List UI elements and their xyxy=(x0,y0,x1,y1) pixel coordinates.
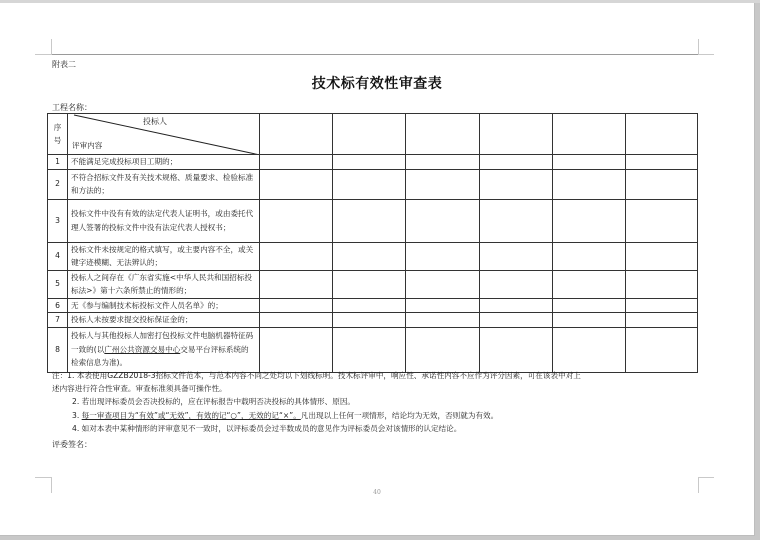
cell[interactable] xyxy=(480,169,553,199)
row-content: 不能满足完成投标项目工期的； xyxy=(68,155,260,170)
cell[interactable] xyxy=(406,155,480,170)
cell[interactable] xyxy=(480,298,553,313)
cell[interactable] xyxy=(406,270,480,298)
cell[interactable] xyxy=(553,270,626,298)
note-3: 3. 每一审查项目为“有效”或“无效”，有效的记“○”，无效的记“×”。凡出现以上任何一项情形，结论均为无效，否则就为有效。 xyxy=(72,410,499,420)
note-3-underlined: 每一审查项目为“有效”或“无效”，有效的记“○”，无效的记“×”。 xyxy=(81,410,301,420)
notes-section xyxy=(52,369,702,435)
seq-header: 序号 xyxy=(48,114,68,155)
cell[interactable] xyxy=(480,199,553,242)
reviewer-signature-label: 评委签名： xyxy=(52,440,92,449)
cell[interactable] xyxy=(553,242,626,270)
bidder-column-3[interactable] xyxy=(406,114,480,155)
bidder-column-1[interactable] xyxy=(260,114,333,155)
table-row xyxy=(48,313,698,328)
cell[interactable] xyxy=(333,327,406,372)
cell[interactable] xyxy=(626,270,698,298)
cell[interactable] xyxy=(260,155,333,170)
table-row xyxy=(48,199,698,242)
cell[interactable] xyxy=(626,169,698,199)
note-2: 2. 若出现评标委员会否决投标的，应在评标报告中载明否决投标的具体情形、原因。 xyxy=(72,397,356,407)
cell[interactable] xyxy=(260,242,333,270)
note-4: 4. 如对本表中某种情形的评审意见不一致时，以评标委员会过半数成员的意见作为评标委员会对该情形的认定结论。 xyxy=(72,423,462,433)
crop-mark-bottom-right-h xyxy=(698,477,714,478)
crop-mark-top-right-h xyxy=(698,54,714,55)
crop-mark-top-right-v xyxy=(698,39,699,55)
cell[interactable] xyxy=(626,313,698,328)
project-name-label: 工程名称： xyxy=(52,103,92,112)
cell[interactable] xyxy=(406,169,480,199)
table-header-row xyxy=(48,114,698,155)
bidder-column-4[interactable] xyxy=(480,114,553,155)
row-number: 7 xyxy=(48,313,68,328)
table-row xyxy=(48,242,698,270)
note-1-line-2: 述内容进行符合性审查。审查标准须具备可操作性。 xyxy=(52,384,227,394)
row-number: 5 xyxy=(48,270,68,298)
bidder-column-5[interactable] xyxy=(553,114,626,155)
crop-mark-bottom-left-h xyxy=(35,477,51,478)
cell[interactable] xyxy=(626,327,698,372)
cell[interactable] xyxy=(406,327,480,372)
cell[interactable] xyxy=(260,270,333,298)
cell[interactable] xyxy=(553,298,626,313)
cell[interactable] xyxy=(406,298,480,313)
cell[interactable] xyxy=(626,242,698,270)
table-row xyxy=(48,298,698,313)
row-content: 投标文件中没有有效的法定代表人证明书，或由委托代理人签署的投标文件中没有法定代表人授权书； xyxy=(68,199,260,242)
bidder-column-6[interactable] xyxy=(626,114,698,155)
cell[interactable] xyxy=(626,298,698,313)
cell[interactable] xyxy=(480,313,553,328)
row-content: 投标人与其他投标人加密打包投标文件电脑机器特征码一致的(以广州公共资源交易中心交易平台评标系统的检索信息为准)。 xyxy=(68,327,260,372)
cell[interactable] xyxy=(260,199,333,242)
table-row xyxy=(48,155,698,170)
cell[interactable] xyxy=(480,270,553,298)
cell[interactable] xyxy=(553,313,626,328)
cell[interactable] xyxy=(406,313,480,328)
cell[interactable] xyxy=(626,155,698,170)
review-table xyxy=(47,113,698,373)
diagonal-header-cell xyxy=(68,114,260,155)
cell[interactable] xyxy=(480,242,553,270)
cell[interactable] xyxy=(626,199,698,242)
cell[interactable] xyxy=(333,155,406,170)
cell[interactable] xyxy=(260,298,333,313)
cell[interactable] xyxy=(553,199,626,242)
row-content: 投标人之间存在《广东省实施<中华人民共和国招标投标法>》第十六条所禁止的情形的； xyxy=(68,270,260,298)
row-number: 6 xyxy=(48,298,68,313)
cell[interactable] xyxy=(553,169,626,199)
cell[interactable] xyxy=(480,327,553,372)
cell[interactable] xyxy=(333,199,406,242)
row-content: 无《参与编制技术标投标文件人员名单》的； xyxy=(68,298,260,313)
bidder-header-label: 投标人 xyxy=(143,117,167,126)
cell[interactable] xyxy=(406,199,480,242)
row-content: 投标文件未按规定的格式填写，或主要内容不全，或关键字迹模糊、无法辨认的； xyxy=(68,242,260,270)
cell[interactable] xyxy=(333,298,406,313)
note-1-line-1: 注：1. 本表使用GZZB2018-3招标文件范本，与范本内容不同之处均以下划线标明。技术标评审中，响应性、承诺性内容不应作为评分因素，可在该表中对上 xyxy=(52,371,581,380)
cell[interactable] xyxy=(553,327,626,372)
table-row xyxy=(48,169,698,199)
cell[interactable] xyxy=(480,155,553,170)
cell[interactable] xyxy=(553,155,626,170)
row-content: 投标人未按要求提交投标保证金的； xyxy=(68,313,260,328)
page-number: 40 xyxy=(373,489,381,496)
page-title: 技术标有效性审查表 xyxy=(311,76,443,92)
content-header-label: 评审内容 xyxy=(72,140,103,150)
cell[interactable] xyxy=(260,327,333,372)
trading-center-link: 广州公共资源交易中心 xyxy=(104,344,181,354)
cell[interactable] xyxy=(260,169,333,199)
row-number: 4 xyxy=(48,242,68,270)
appendix-label: 附表二 xyxy=(52,60,76,69)
cell[interactable] xyxy=(333,313,406,328)
bidder-column-2[interactable] xyxy=(333,114,406,155)
document-page xyxy=(0,3,755,536)
row-number: 2 xyxy=(48,169,68,199)
row-number: 1 xyxy=(48,155,68,170)
crop-mark-top-left-v xyxy=(51,39,52,55)
row-number: 8 xyxy=(48,327,68,372)
row-content: 不符合招标文件及有关技术规格、质量要求、检验标准和方法的； xyxy=(68,169,260,199)
cell[interactable] xyxy=(333,270,406,298)
cell[interactable] xyxy=(333,169,406,199)
row-number: 3 xyxy=(48,199,68,242)
table-row xyxy=(48,270,698,298)
crop-mark-top-left-h xyxy=(35,54,51,55)
table-row xyxy=(48,327,698,372)
header-rule xyxy=(51,54,698,55)
cell[interactable] xyxy=(333,242,406,270)
cell[interactable] xyxy=(406,242,480,270)
cell[interactable] xyxy=(260,313,333,328)
